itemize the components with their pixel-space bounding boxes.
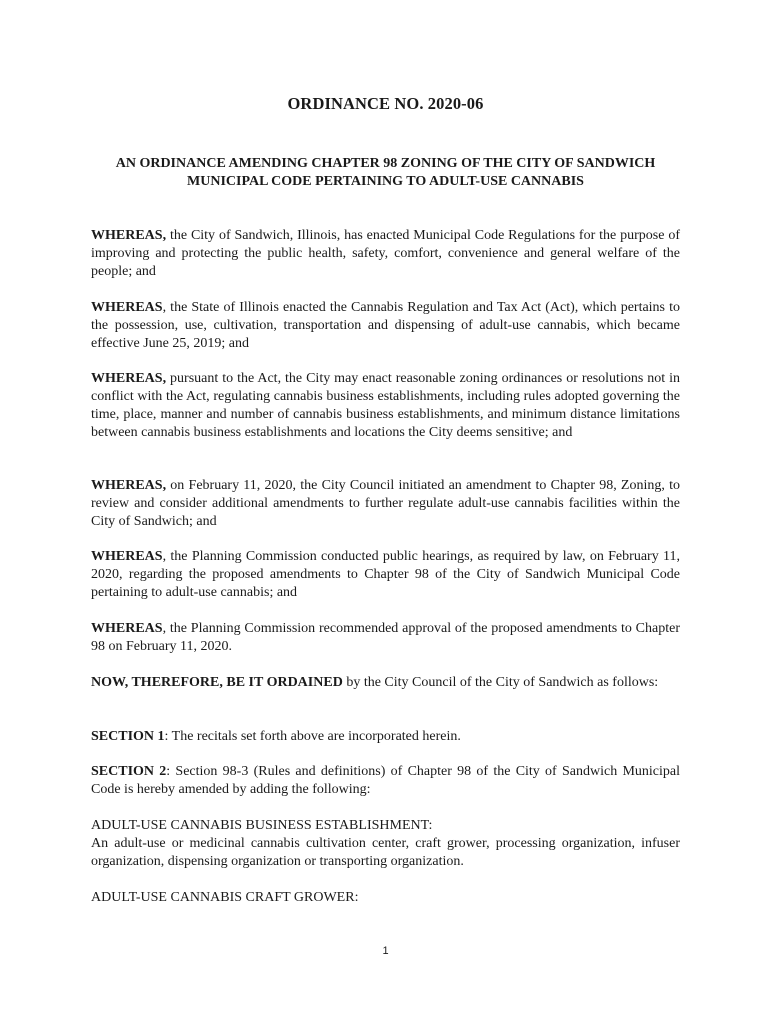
section-1-paragraph [91, 728, 680, 746]
paragraph-lead: WHEREAS, [91, 371, 167, 386]
paragraph-text: , the Planning Commission conducted public hearings, as required by law, on February 11, 2020, regarding the proposed amendments to Chapter 98 of the City of Sandwich Municipal Code pertaining to adult-use cannabis; and [91, 549, 680, 600]
paragraph-text: on February 11, 2020, the City Council initiated an amendment to Chapter 98, Zoning, to review and consider additional amendments to further regulate adult-use cannabis facilities within the City of Sandwich; and [91, 478, 680, 529]
paragraph-lead: WHEREAS, [91, 478, 167, 493]
paragraph-lead: SECTION 2 [91, 764, 167, 779]
ordinance-subtitle [91, 155, 680, 191]
paragraph-lead: WHEREAS [91, 300, 163, 315]
document-page [91, 0, 680, 1024]
paragraph-lead: WHEREAS, [91, 228, 167, 243]
paragraph-text: by the City Council of the City of Sandwich as follows: [342, 675, 659, 690]
whereas-paragraph-4 [91, 477, 680, 531]
ordinance-title: ORDINANCE NO. 2020-06 [287, 94, 484, 113]
section-2-paragraph [91, 763, 680, 799]
paragraph-lead: SECTION 1 [91, 729, 165, 744]
definition-text: An adult-use or medicinal cannabis cultivation center, craft grower, processing organization, infuser organization, dispensing organization or transporting organization. [91, 836, 680, 869]
paragraph-lead: WHEREAS [91, 621, 163, 636]
whereas-paragraph-6 [91, 620, 680, 656]
subtitle-line-2: MUNICIPAL CODE PERTAINING TO ADULT-USE CANNABIS [187, 174, 584, 189]
paragraph-text: : The recitals set forth above are incorporated herein. [164, 729, 461, 744]
paragraph-text: , the Planning Commission recommended approval of the proposed amendments to Chapter 98 on February 11, 2020. [91, 621, 680, 654]
whereas-paragraph-1 [91, 227, 680, 281]
paragraph-text: : Section 98-3 (Rules and definitions) of Chapter 98 of the City of Sandwich Municipal Code is hereby amended by adding the following: [91, 764, 680, 797]
whereas-paragraph-2 [91, 299, 680, 353]
page-number: 1 [382, 945, 389, 957]
paragraph-text: the City of Sandwich, Illinois, has enacted Municipal Code Regulations for the purpose of improving and protecting the public health, safety, comfort, convenience and general welfare of the people; and [91, 228, 680, 279]
paragraph-lead: WHEREAS [91, 549, 163, 564]
paragraph-lead: NOW, THEREFORE, BE IT ORDAINED [91, 675, 343, 690]
definition-heading: ADULT-USE CANNABIS BUSINESS ESTABLISHMENT: [91, 818, 433, 833]
paragraph-text: pursuant to the Act, the City may enact reasonable zoning ordinances or resolutions not in conflict with the Act, regulating cannabis business establishments, including rules adopted governing the time, place, manner and number of cannabis business establishments, and minimum distance limitations between cannabis business establishments and locations the City deems sensitive; and [91, 371, 680, 440]
definition-heading: ADULT-USE CANNABIS CRAFT GROWER: [91, 890, 359, 905]
definition-craft-grower [91, 889, 680, 907]
now-therefore-paragraph [91, 674, 680, 692]
whereas-paragraph-5 [91, 548, 680, 602]
whereas-paragraph-3 [91, 370, 680, 442]
subtitle-line-1: AN ORDINANCE AMENDING CHAPTER 98 ZONING OF THE CITY OF SANDWICH [115, 156, 656, 171]
paragraph-text: , the State of Illinois enacted the Cannabis Regulation and Tax Act (Act), which pertains to the possession, use, cultivation, transportation and dispensing of adult-use cannabis, which became effective June 25, 2019; and [91, 300, 680, 351]
definition-business-establishment [91, 817, 680, 871]
